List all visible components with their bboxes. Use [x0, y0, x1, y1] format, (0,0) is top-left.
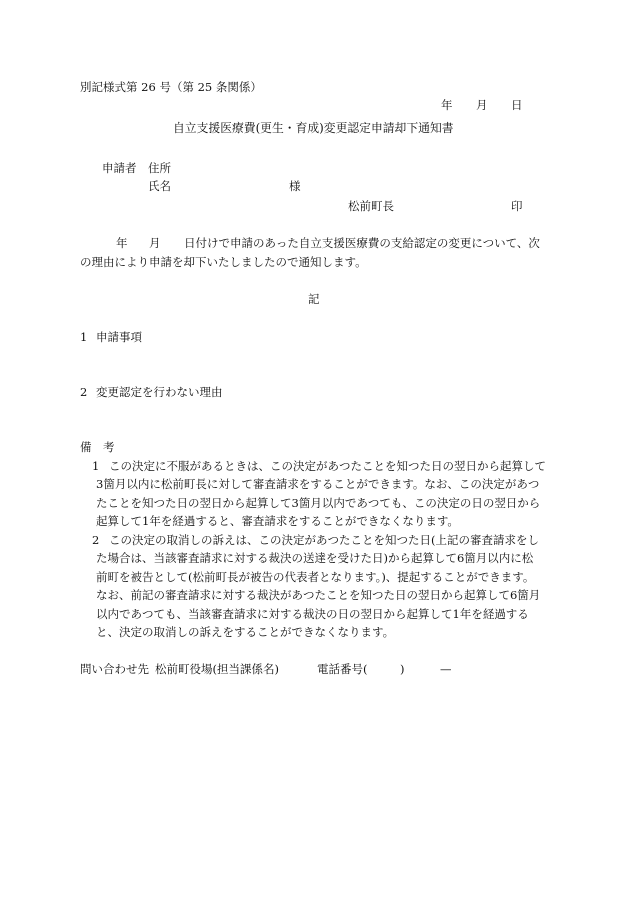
seal-mark: 印 — [511, 199, 523, 213]
note-2-line-3: 前町を被告として(松前町長が被告の代表者となります。)、提起することができます。 — [96, 570, 535, 584]
note-2-line-1: この決定の取消しの訴えは、この決定があつたことを知つた日(上記の審査請求をし — [109, 533, 539, 547]
name-label: 氏名 — [148, 179, 171, 193]
note-2-line-2: た場合は、当該審査請求に対する裁決の送達を受けた日)から起算して6箇月以内に松 — [96, 551, 534, 565]
address-label: 住所 — [148, 161, 171, 175]
form-number: 別記様式第 26 号（第 25 条関係） — [80, 80, 262, 94]
honorific: 様 — [289, 179, 301, 193]
note-1-line-4: 起算して1年を経過すると、審査請求をすることができなくなります。 — [96, 514, 459, 528]
item-1-label: 申請事項 — [96, 330, 142, 344]
note-2-line-6: と、決定の取消しの訴えをすることができなくなります。 — [96, 625, 395, 639]
note-1-line-3: たことを知つた日の翌日から起算して3箇月以内であつても、この決定の日の翌日から — [96, 496, 541, 510]
item-2-label: 変更認定を行わない理由 — [96, 385, 223, 399]
notes-heading: 備 考 — [80, 440, 115, 454]
date-month: 月 — [476, 98, 488, 112]
date-year: 年 — [441, 98, 453, 112]
note-1-line-2: 3箇月以内に松前町長に対して審査請求をすることができます。なお、この決定があつ — [96, 477, 540, 491]
body-month: 月 — [149, 236, 161, 250]
body-year: 年 — [116, 236, 128, 250]
document-title: 自立支援医療費(更生・育成)変更認定申請却下通知書 — [173, 121, 454, 135]
contact-label: 問い合わせ先 — [80, 662, 149, 676]
note-1-num: 1 — [92, 459, 100, 473]
note-1-line-1: この決定に不服があるときは、この決定があつたことを知つた日の翌日から起算して — [109, 459, 546, 473]
item-2-num: 2 — [80, 385, 88, 399]
issuer-name: 松前町長 — [348, 199, 394, 213]
item-1-num: 1 — [80, 330, 88, 344]
note-2-line-4: なお、前記の審査請求に対する裁決があつたことを知つた日の翌日から起算して6箇月 — [96, 588, 541, 602]
phone-dash: — — [440, 662, 452, 676]
body-line-2: の理由により申請を却下いたしましたので通知します。 — [80, 255, 367, 269]
contact-office: 松前町役場(担当課係名) — [155, 662, 279, 676]
body-line-1: 日付けで申請のあった自立支援医療費の支給認定の変更について、次 — [184, 236, 540, 250]
ki-heading: 記 — [308, 292, 320, 306]
phone-close-paren: ) — [400, 662, 405, 676]
date-day: 日 — [511, 98, 523, 112]
note-2-line-5: 以内であつても、当該審査請求に対する裁決の日の翌日から起算して1年を経過する — [96, 607, 529, 621]
note-2-num: 2 — [92, 533, 100, 547]
phone-label: 電話番号( — [317, 662, 368, 676]
applicant-label: 申請者 — [102, 161, 137, 175]
